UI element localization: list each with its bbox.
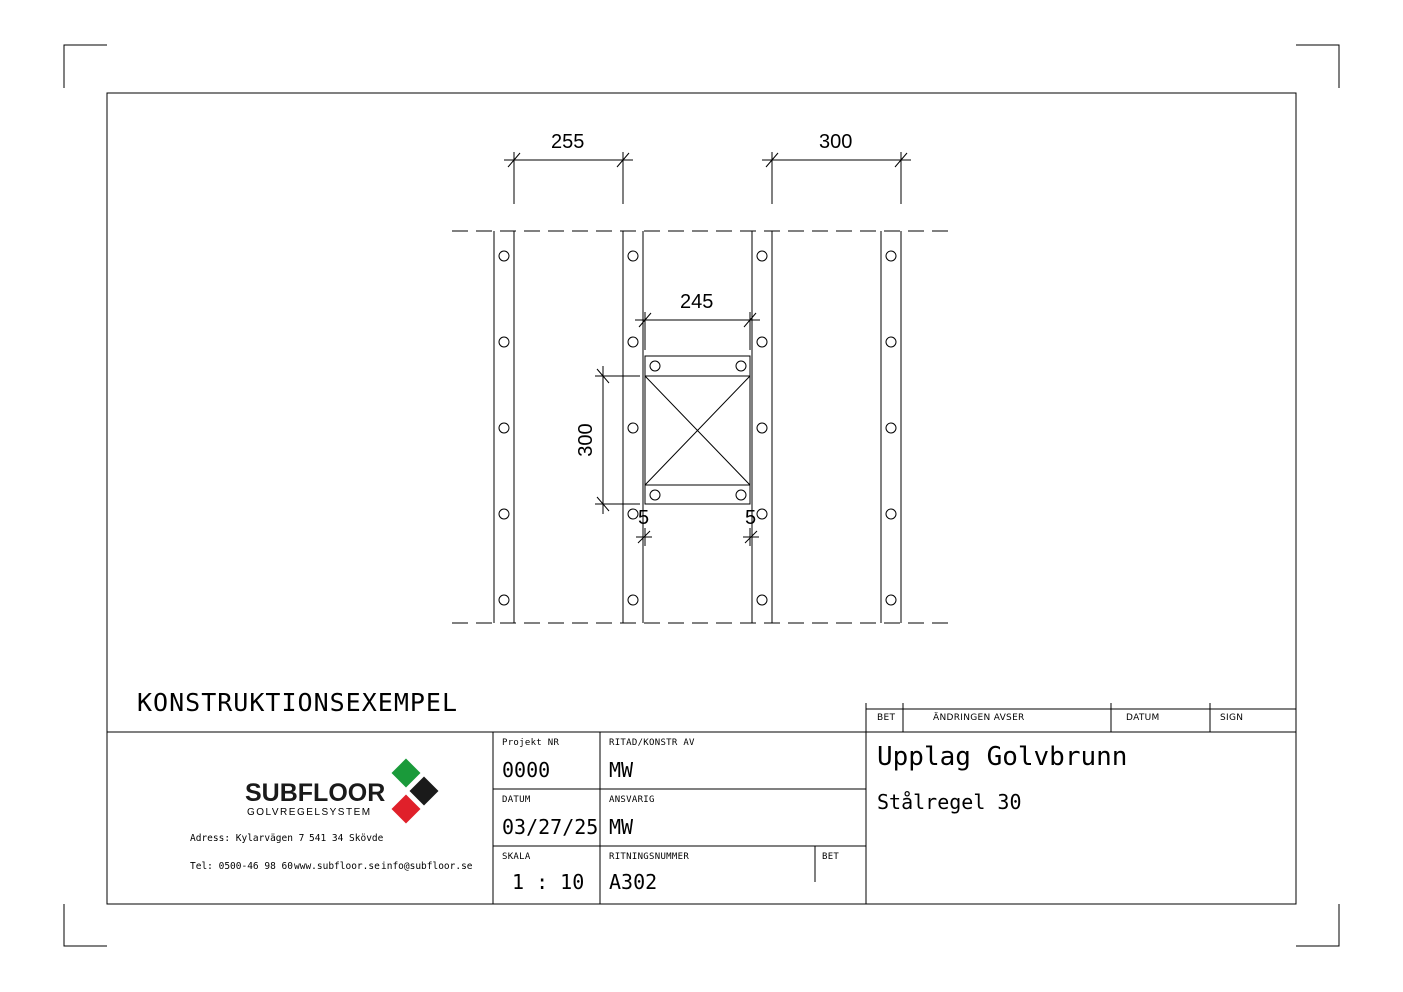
- company-postal: 541 34 Skövde: [309, 833, 384, 844]
- subfloor-logo: [390, 757, 439, 824]
- company-email: info@subfloor.se: [381, 861, 473, 872]
- company-tagline: GOLVREGELSYSTEM: [247, 807, 372, 818]
- joist-3: [752, 231, 772, 623]
- section-title: KONSTRUKTIONSEXEMPEL: [137, 688, 459, 717]
- ritad-label: RITAD/KONSTR AV: [609, 738, 695, 748]
- ritningsnummer-label: RITNINGSNUMMER: [609, 852, 690, 862]
- ritad-value: MW: [609, 758, 634, 782]
- revision-andring-label: ÄNDRINGEN AVSER: [933, 713, 1025, 723]
- ritningsnummer-value: A302: [609, 870, 658, 894]
- bet-label: BET: [822, 852, 840, 862]
- dimension-5-left: 5: [638, 507, 650, 529]
- dimension-5-right: 5: [745, 507, 757, 529]
- joist-2: [623, 231, 643, 623]
- revision-datum-label: DATUM: [1126, 713, 1160, 723]
- skala-label: SKALA: [502, 852, 531, 862]
- ansvarig-value: MW: [609, 815, 634, 839]
- company-phone: Tel: 0500-46 98 60: [190, 861, 293, 872]
- projekt-label: Projekt NR: [502, 738, 560, 748]
- dimension-245: 245: [680, 291, 714, 313]
- company-web: www.subfloor.se: [294, 861, 380, 872]
- dimension-lines: [504, 152, 911, 546]
- ansvarig-label: ANSVARIG: [609, 795, 655, 805]
- datum-value: 03/27/25: [502, 815, 599, 839]
- boundary-lines: [452, 231, 952, 623]
- dimension-300-top: 300: [819, 131, 853, 153]
- joist-4: [881, 231, 901, 623]
- drain-support: [645, 356, 750, 504]
- dimension-300-vertical: 300: [575, 423, 597, 457]
- drawing-sub-title: Stålregel 30: [877, 790, 1022, 814]
- skala-value: 1 : 10: [512, 870, 585, 894]
- dimension-255: 255: [551, 131, 585, 153]
- drawing-main-title: Upplag Golvbrunn: [877, 742, 1128, 772]
- joist-1: [494, 231, 514, 623]
- datum-label: DATUM: [502, 795, 531, 805]
- company-name: SUBFLOOR: [245, 779, 386, 807]
- revision-bet-label: BET: [877, 713, 896, 723]
- projekt-value: 0000: [502, 758, 551, 782]
- company-address: Adress: Kylarvägen 7: [190, 833, 305, 844]
- revision-sign-label: SIGN: [1220, 713, 1244, 723]
